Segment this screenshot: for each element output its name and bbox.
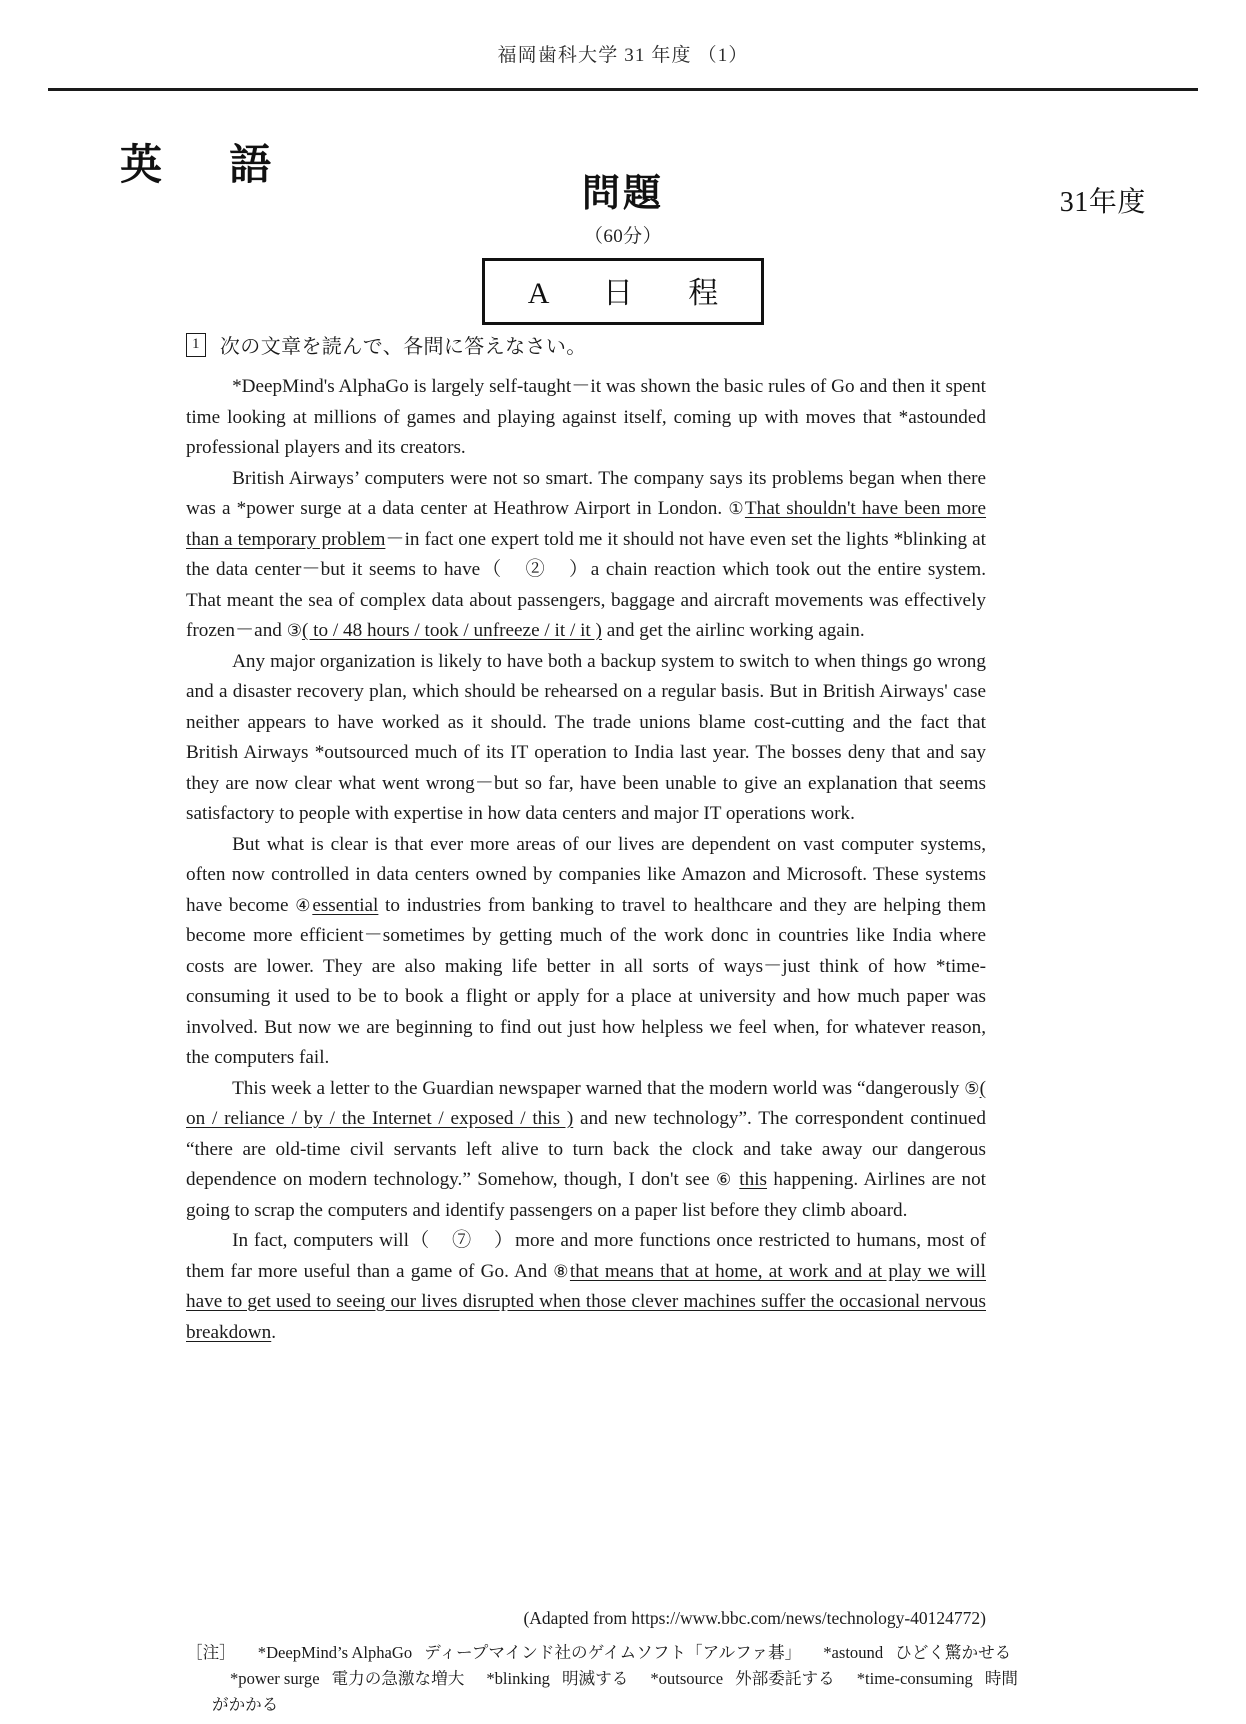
p1-dash: －	[571, 376, 591, 397]
note-3-gloss: 電力の急激な増大	[331, 1669, 465, 1688]
reading-passage	[186, 372, 986, 1348]
paragraph-5	[186, 1074, 986, 1227]
note-4-term: *blinking	[486, 1669, 550, 1688]
header-rule	[48, 88, 1198, 91]
note-5-gloss: 外部委託する	[735, 1669, 835, 1688]
p6-s2: more and more functions once restricted to humans, most of them far more useful than a game of Go. And	[186, 1230, 987, 1282]
paragraph-4	[186, 830, 986, 1074]
marker-5: ⑤	[964, 1078, 980, 1098]
underlined-phrase-1: That shouldn't have been more than a temporary problem	[186, 498, 987, 550]
marker-8: ⑧	[553, 1261, 570, 1281]
note-1-gloss: ディープマインド社のゲイムソフト「アルファ碁」	[424, 1643, 802, 1662]
marker-6: ⑥	[716, 1170, 733, 1189]
footnote-row-2	[186, 1666, 1019, 1692]
scramble-5: ( on / reliance / by / the Internet / exposed / this )	[186, 1077, 986, 1129]
instruction-text: 次の文章を読んで、各問に答えなさい。	[219, 336, 587, 358]
footnote-row-1	[186, 1640, 1016, 1666]
p2-s2: －in fact one expert told me it should not have even set the lights *blinking at the data center－but it seems to have	[186, 528, 986, 580]
p4-s2: to industries from banking to travel to healthcare and they are helping them become more efficient－sometimes by getting much of the work donc in countries like India where costs are lower. They are also making life better in all sorts of ways－just think of how *time-consuming it used to be to book a flight or apply for a place at university and how much paper was involved. But now we are beginning to find out just how helpless we feel when, for whatever reason, the computers fail.	[186, 894, 986, 1068]
p5-s2: and new technology”. The correspondent continued “there are old-time civil servants left alive to turn back the clock and take away our dangerous dependence on modern technology.” Somehow, though, I don't see	[186, 1108, 987, 1190]
p2-s3: a chain reaction which took out the entire system. That meant the sea of complex data about passengers, baggage and aircraft movements was effectively frozen－and	[186, 559, 987, 641]
underlined-phrase-8: that means that at home, at work and at play we will have to get used to seeing our lives disrupted when those clever machines suffer the occasional nervous breakdown	[186, 1260, 986, 1343]
source-citation: (Adapted from https://www.bbc.com/news/technology-40124772)	[523, 1608, 986, 1628]
blank-7: （ ⑦ ）	[408, 1230, 516, 1251]
footnote-row-3: がかかる	[212, 1695, 279, 1714]
marker-4: ④	[295, 895, 313, 915]
paragraph-1	[186, 372, 986, 464]
p6-s3: .	[271, 1321, 277, 1343]
note-2-gloss: ひどく驚かせる	[895, 1643, 1012, 1662]
underlined-phrase-6: this	[739, 1169, 768, 1190]
title-block	[0, 118, 1246, 318]
note-1-term: *DeepMind’s AlphaGo	[257, 1643, 413, 1662]
note-2-term: *astound	[823, 1643, 884, 1662]
footnotes-block	[186, 1640, 1019, 1718]
p2-s4: and get the airlinc working again.	[606, 620, 865, 641]
year-label: 31年度	[1059, 187, 1146, 218]
marker-3: ③	[286, 621, 302, 640]
subject-title: 英 語	[120, 143, 284, 189]
paragraph-3: Any major organization is likely to have both a backup system to switch to when things go wrong and a disaster recovery plan, which should be rehearsed on a regular basis. But in British Airways' case neither appears to have worked as it should. The trade unions blame cost-cutting and the fact that British Airways *outsourced much of its IT operation to India last year. The bosses deny that and say they are now clear what went wrong－but so far, have been unable to give an explanation that seems satisfactory to people with expertise in how data centers and major IT operations work.	[186, 650, 986, 824]
p1-rest: it was shown the basic rules of Go and then it spent time looking at millions of games and playing against itself, coming up with moves that *astounded professional players and its creators.	[186, 376, 987, 458]
footnotes-label: ［注］	[186, 1643, 236, 1662]
schedule-badge: A 日 程	[482, 258, 764, 325]
page-title: 問題	[581, 173, 665, 215]
note-6-gloss: 時間	[984, 1669, 1019, 1688]
question-number-box: 1	[186, 333, 206, 357]
p5-s1: This week a letter to the Guardian newspaper warned that the modern world was “dangerously	[232, 1077, 960, 1099]
p2-s1: British Airways’ computers were not so smart. The company says its problems began when there was a *power surge at a data center at Heathrow Airport in London.	[186, 467, 986, 519]
p6-s1: In fact, computers will	[232, 1230, 409, 1251]
marker-1: ①	[728, 499, 745, 518]
paragraph-6	[186, 1226, 986, 1348]
blank-2: （ ② ）	[480, 559, 591, 580]
p1-lead: *DeepMind's AlphaGo is largely self-taught	[232, 376, 572, 397]
running-head: 福岡歯科大学 31 年度 （1）	[497, 45, 749, 66]
note-5-term: *outsource	[650, 1669, 724, 1688]
p4-s1: But what is clear is that ever more areas of our lives are dependent on vast computer systems, often now controlled in data centers owned by companies like Amazon and Microsoft. These systems have become	[186, 833, 986, 916]
duration-label: （60分）	[584, 226, 662, 247]
center-title-stack	[0, 118, 1246, 325]
question-instruction	[186, 330, 587, 359]
note-6-term: *time-consuming	[856, 1669, 973, 1688]
note-3-term: *power surge	[230, 1669, 320, 1688]
underlined-phrase-4: essential	[312, 894, 379, 916]
scramble-3: ( to / 48 hours / took / unfreeze / it / it )	[301, 620, 602, 641]
paragraph-2	[186, 464, 986, 647]
note-4-gloss: 明滅する	[561, 1669, 629, 1688]
p5-s3: happening. Airlines are not going to scrap the computers and identify passengers on a paper list before they climb aboard.	[186, 1169, 986, 1221]
